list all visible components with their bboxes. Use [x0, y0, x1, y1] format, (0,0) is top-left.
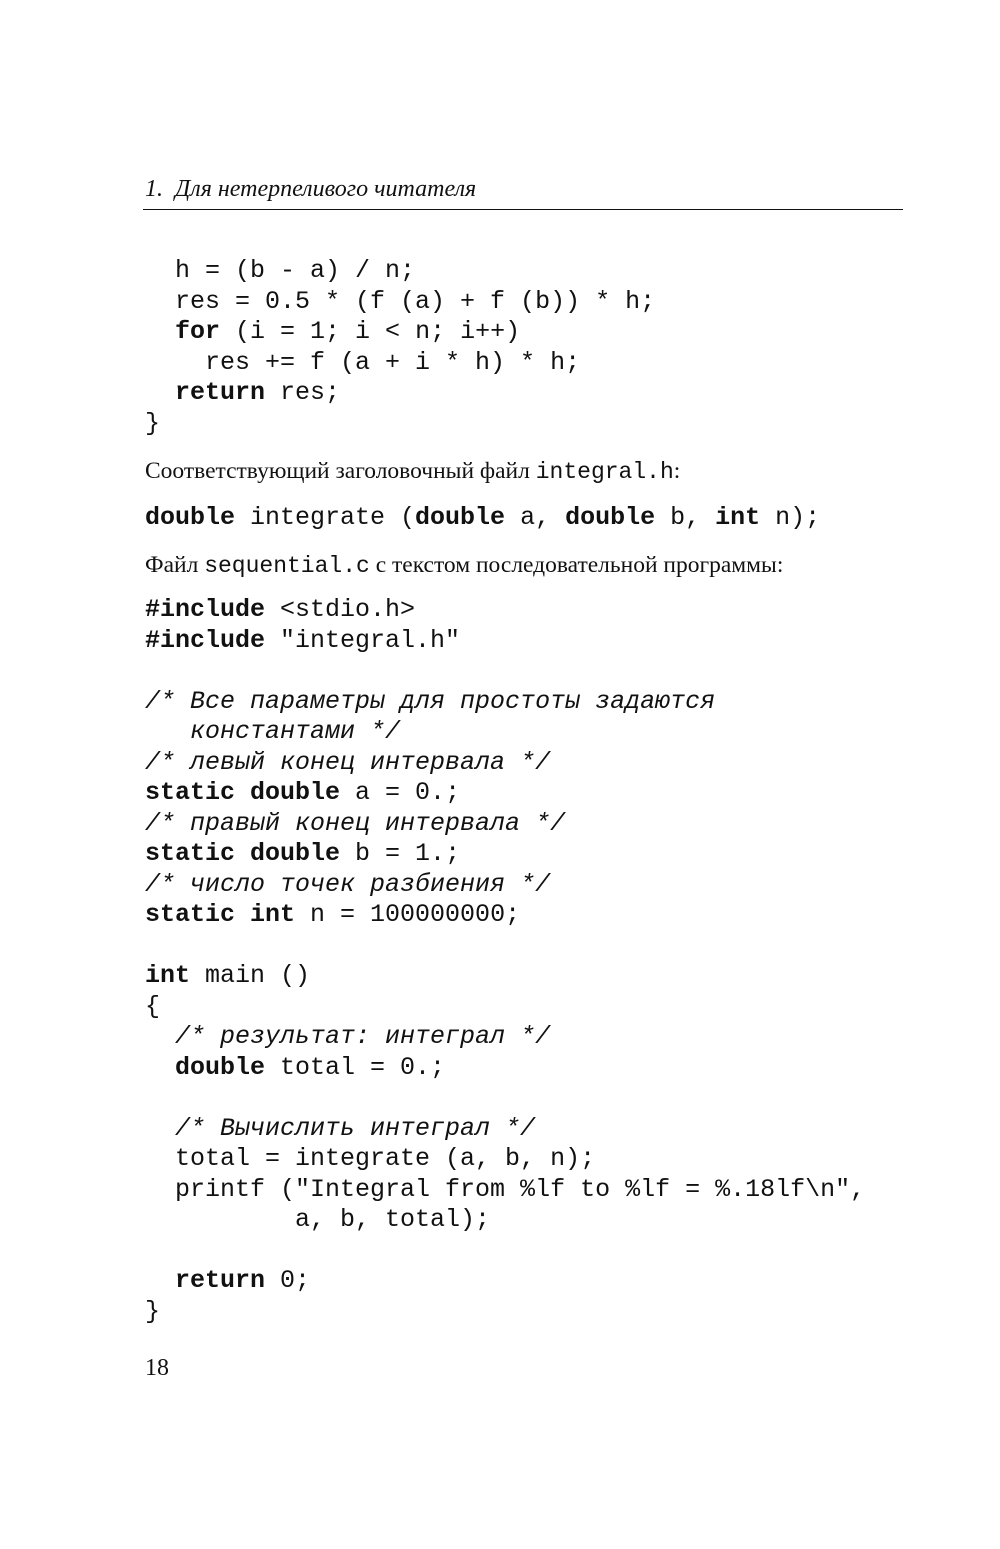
filename-sequential-c: sequential.c [204, 553, 370, 579]
code-line: return res; [175, 378, 341, 407]
code-comment: /* результат: интеграл */ [145, 1022, 551, 1051]
code-comment: /* левый конец интервала */ [145, 747, 551, 777]
code-text: n); [760, 503, 821, 532]
code-line [145, 626, 865, 657]
code-line: { [145, 991, 161, 1021]
keyword: int [715, 503, 761, 532]
keyword-include: #include [145, 595, 266, 624]
paragraph-prefix: Файл [145, 552, 205, 578]
keyword: int [145, 961, 191, 990]
code-text: b, [655, 503, 716, 532]
code-line [145, 839, 865, 870]
code-line: a, b, total); [145, 1205, 491, 1234]
blank-line [145, 931, 865, 962]
running-header: 1. Для нетерпеливого читателя [145, 176, 477, 202]
code-block-declaration [145, 503, 820, 534]
code-block-integrate-end [145, 256, 655, 439]
code-line [145, 900, 865, 931]
code-text: 0; [265, 1266, 311, 1295]
code-line [145, 961, 865, 992]
code-line: res = 0.5 * (f (a) + f (b)) * h; [145, 286, 656, 316]
code-comment: /* Вычислить интеграл */ [145, 1113, 536, 1143]
code-line [145, 1053, 865, 1084]
paragraph-sequential-file [145, 550, 783, 581]
code-text: a, [505, 503, 566, 532]
header-rule [143, 209, 903, 210]
code-comment: /* Все параметры для простоты задаются [145, 686, 716, 716]
code-block-sequential [145, 595, 865, 1327]
code-line: for (i = 1; i < n; i++) [175, 317, 521, 346]
code-text: "integral.h" [265, 625, 461, 655]
filename-integral-h: integral.h [535, 459, 674, 485]
code-comment: /* правый конец интервала */ [145, 808, 566, 838]
code-text: total = 0.; [265, 1052, 446, 1082]
keyword: double [175, 1052, 266, 1082]
keyword-return: return [175, 378, 266, 407]
page-number: 18 [145, 1355, 169, 1381]
keyword: static double [145, 839, 341, 868]
paragraph-text: с текстом последовательной программы: [369, 552, 784, 578]
keyword: static int [145, 900, 296, 929]
code-comment: /* число точек разбиения */ [145, 869, 551, 899]
indent [145, 1266, 175, 1295]
keyword-return: return [175, 1266, 266, 1295]
code-line: printf ("Integral from %lf to %lf = %.18lf\n", [145, 1174, 866, 1204]
code-line: } [145, 1296, 161, 1326]
code-line [145, 778, 865, 809]
code-line: } [145, 408, 161, 438]
keyword-for: for [175, 317, 221, 346]
keyword: double [145, 503, 236, 532]
blank-line [145, 656, 865, 687]
code-text: n = 100000000; [295, 900, 521, 929]
code-text: a = 0.; [340, 778, 461, 807]
paragraph-header-file [145, 456, 680, 487]
code-line: total = integrate (a, b, n); [145, 1144, 596, 1173]
code-text: integrate ( [235, 503, 416, 532]
code-text: <stdio.h> [265, 595, 416, 624]
code-text: main () [190, 961, 311, 990]
indent [145, 1053, 175, 1082]
keyword: static double [145, 778, 341, 807]
paragraph-suffix: : [673, 458, 681, 484]
keyword-include: #include [145, 625, 266, 655]
code-line [145, 595, 865, 626]
code-line: res += f (a + i * h) * h; [145, 347, 581, 377]
code-line [145, 1266, 865, 1297]
code-text: b = 1.; [340, 839, 461, 868]
blank-line [145, 1236, 865, 1267]
code-comment: константами */ [145, 717, 401, 746]
keyword: double [415, 503, 506, 532]
blank-line [145, 1083, 865, 1114]
paragraph-text: Соответствующий заголовочный файл [145, 458, 536, 484]
keyword: double [565, 503, 656, 532]
code-line [145, 503, 820, 534]
code-line: h = (b - a) / n; [145, 256, 416, 285]
